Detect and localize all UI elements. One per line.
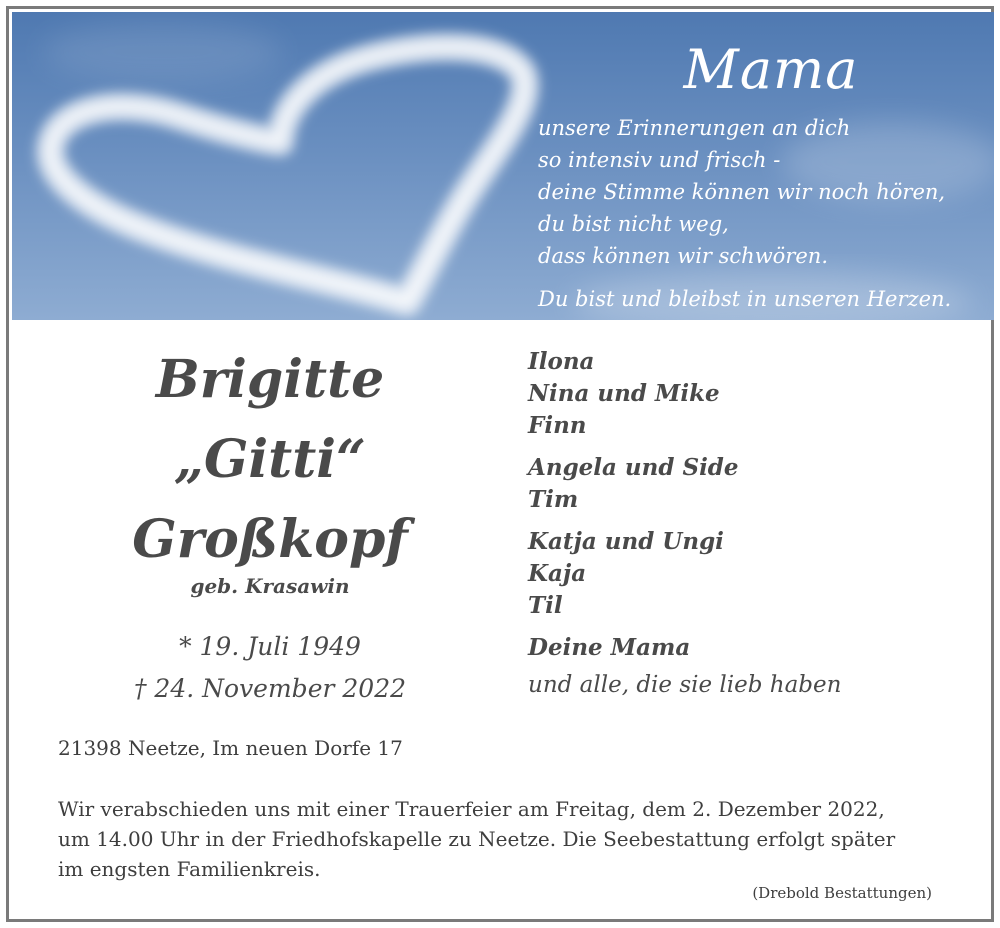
mourner-mama: Deine Mama — [528, 634, 691, 661]
mourner: Ilona — [528, 348, 595, 375]
birth-date: * 19. Juli 1949 — [179, 632, 361, 661]
family-group — [528, 452, 968, 516]
mourner: Katja und Ungi — [528, 528, 724, 555]
mourners-list — [528, 346, 968, 701]
banner-title: Mama — [683, 38, 859, 101]
mourner: Kaja — [528, 560, 587, 587]
poem-line: unsere Erinnerungen an dich — [538, 116, 851, 140]
notice-line: um 14.00 Uhr in der Friedhofskapelle zu Neetze. Die Seebestattung erfolgt später — [58, 827, 896, 851]
mourner: Til — [528, 592, 563, 619]
poem-line: du bist nicht weg, — [538, 212, 729, 236]
life-dates — [70, 626, 470, 710]
notice-line: im engsten Familienkreis. — [58, 857, 321, 881]
notice-line: Wir verabschieden uns mit einer Trauerfeier am Freitag, dem 2. Dezember 2022, — [58, 797, 885, 821]
death-date: † 24. November 2022 — [133, 674, 407, 703]
last-name: Großkopf — [132, 509, 408, 570]
mourner: Tim — [528, 486, 579, 513]
maiden-name: geb. Krasawin — [190, 574, 350, 598]
address: 21398 Neetze, Im neuen Dorfe 17 — [58, 736, 403, 760]
nickname: „Gitti“ — [174, 429, 366, 490]
first-name: Brigitte — [155, 349, 385, 410]
poem — [538, 112, 988, 315]
banner-image — [12, 12, 994, 320]
poem-line: so intensiv und frisch - — [538, 148, 781, 172]
mourner-all: und alle, die sie lieb haben — [528, 672, 842, 698]
undertaker: (Drebold Bestattungen) — [752, 884, 932, 902]
poem-line: deine Stimme können wir noch hören, — [538, 180, 946, 204]
poem-closing: Du bist und bleibst in unseren Herzen. — [538, 287, 952, 311]
family-group — [528, 526, 968, 622]
family-group — [528, 346, 968, 442]
deceased-name — [60, 340, 480, 580]
poem-line: dass können wir schwören. — [538, 244, 828, 268]
mourner: Angela und Side — [528, 454, 739, 481]
mourner: Nina und Mike — [528, 380, 720, 407]
funeral-notice — [58, 794, 958, 884]
mourner: Finn — [528, 412, 587, 439]
